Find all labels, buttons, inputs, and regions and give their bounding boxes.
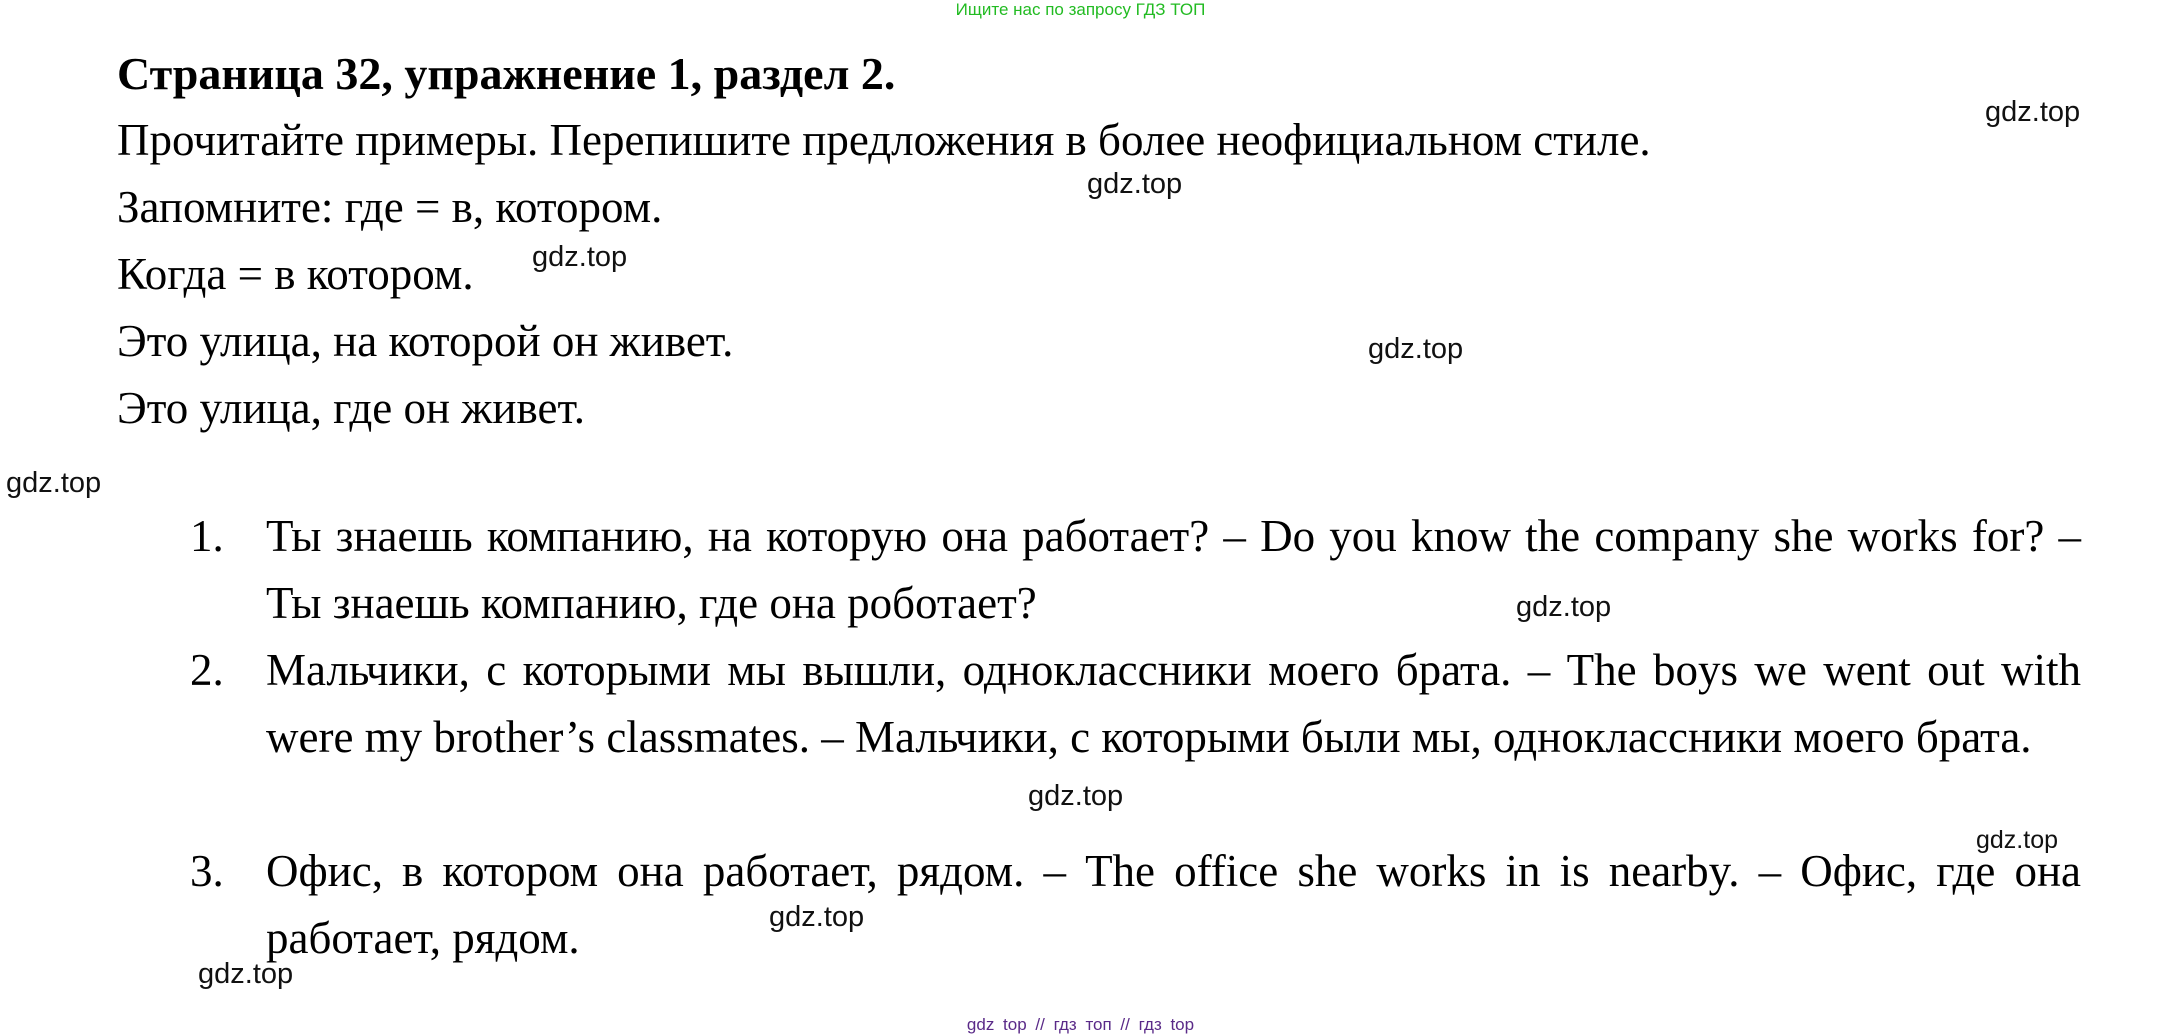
intro-line-example-informal: Это улица, где он живет.: [117, 383, 585, 433]
page-title: Страница 32, упражнение 1, раздел 2.: [117, 48, 896, 99]
intro-line-instruction: Прочитайте примеры. Перепишите предложения в более неофициальном стиле.: [117, 115, 1651, 165]
intro-line-when: Когда = в котором.: [117, 249, 474, 299]
watermark: gdz.top: [6, 467, 102, 499]
watermark: gdz.top: [1368, 333, 1464, 365]
exercise-number: 2.: [190, 645, 224, 695]
exercise-text: Офис, в котором она работает, рядом. – The office she works in is nearby. – Офис, где она работает, рядом.: [266, 846, 2081, 963]
watermark: gdz.top: [1976, 826, 2059, 854]
watermark: gdz.top: [1087, 168, 1183, 200]
exercise-number: 3.: [190, 846, 224, 896]
watermark: gdz.top: [532, 241, 628, 273]
exercise-text: Мальчики, с которыми мы вышли, одноклассники моего брата. – The boys we went out with were my brother’s classmates. – Мальчики, с которыми были мы, одноклассники моего брата.: [266, 645, 2081, 762]
watermark: gdz.top: [1985, 96, 2081, 128]
watermark: gdz.top: [1028, 780, 1124, 812]
watermark: gdz.top: [198, 958, 294, 990]
intro-line-remember: Запомните: где = в, котором.: [117, 182, 663, 232]
exercise-number: 1.: [190, 511, 224, 561]
watermark: gdz.top: [769, 901, 865, 933]
search-banner: Ищите нас по запросу ГДЗ ТОП: [955, 0, 1206, 19]
footer-watermark: gdz top // гдз топ // гдз top: [966, 1015, 1195, 1034]
watermark: gdz.top: [1516, 591, 1612, 623]
intro-line-example-formal: Это улица, на которой он живет.: [117, 316, 734, 366]
exercise-text: Ты знаешь компанию, на которую она работает? – Do you know the company she works for? – Ты знаешь компанию, где она роботает?: [266, 511, 2081, 628]
